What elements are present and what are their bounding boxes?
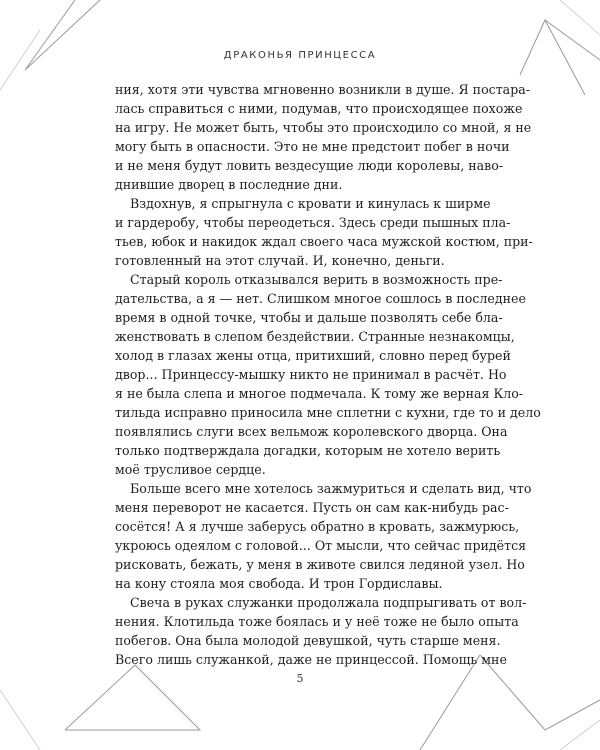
text-line: днившие дворец в последние дни. bbox=[115, 177, 343, 192]
text-line: холод в глазах жены отца, притихший, словно перед бурей bbox=[115, 348, 511, 363]
text-line: время в одной точке, чтобы и дальше позволять себе бла- bbox=[115, 310, 503, 325]
text-line: Больше всего мне хотелось зажмуриться и сделать вид, что bbox=[130, 481, 532, 496]
text-line: дательства, а я — нет. Слишком многое сошлось в последнее bbox=[115, 291, 526, 306]
text-line: на игру. Не может быть, чтобы это происходило со мной, я не bbox=[115, 120, 532, 135]
text-line: Свеча в руках служанки продолжала подпрыгивать от вол- bbox=[130, 595, 527, 610]
text-line: тьев, юбок и накидок ждал своего часа мужской костюм, при- bbox=[115, 234, 533, 249]
text-line: двор... Принцессу-мышку никто не принимал в расчёт. Но bbox=[115, 367, 507, 382]
text-line: Всего лишь служанкой, даже не принцессой. Помощь мне bbox=[115, 652, 507, 667]
text-line: могу быть в опасности. Это не мне предстоит побег в ночи bbox=[115, 139, 510, 154]
text-line: тильда исправно приносила мне сплетни с кухни, где то и дело bbox=[115, 405, 541, 420]
text-line: моё трусливое сердце. bbox=[115, 462, 266, 477]
text-line: готовленный на этот случай. И, конечно, деньги. bbox=[115, 253, 445, 268]
text-line: укроюсь одеялом с головой... От мысли, что сейчас придётся bbox=[115, 538, 527, 553]
bottom-right-diagonal-line bbox=[420, 655, 480, 750]
running-head: ДРАКОНЬЯ ПРИНЦЕССА bbox=[223, 50, 377, 61]
text-line: я не была слепа и многое подмечала. К тому же верная Кло- bbox=[115, 386, 524, 401]
text-line: меня переворот не касается. Пусть он сам как-нибудь рас- bbox=[115, 500, 509, 515]
text-line: нения. Клотильда тоже боялась и у неё тоже не было опыта bbox=[115, 614, 519, 629]
text-line: и гардеробу, чтобы переодеться. Здесь среди пышных пла- bbox=[115, 215, 511, 230]
text-line: женствовать в слепом бездействии. Странные незнакомцы, bbox=[115, 329, 515, 344]
text-line: рисковать, бежать, у меня в животе свился ледяной узел. Но bbox=[115, 557, 525, 572]
text-line: лась справиться с ними, подумав, что происходящее похоже bbox=[115, 101, 523, 116]
text-line: появлялись слуги всех вельмож королевского дворца. Она bbox=[115, 424, 508, 439]
text-line: на кону стояла моя свобода. И трон Гордиславы. bbox=[115, 576, 443, 591]
text-line: сосётся! А я лучше заберусь обратно в кровать, зажмурюсь, bbox=[115, 519, 520, 534]
text-line: и не меня будут ловить вездесущие люди королевы, наво- bbox=[115, 158, 504, 173]
text-line: ния, хотя эти чувства мгновенно возникли в душе. Я постара- bbox=[115, 82, 531, 97]
text-line: побегов. Она была молодой девушкой, чуть старше меня. bbox=[115, 633, 501, 648]
body-text bbox=[115, 80, 541, 669]
text-line: только подтверждала догадки, которым не хотело верить bbox=[115, 443, 501, 458]
text-line: Старый король отказывался верить в возможность пре- bbox=[130, 272, 503, 287]
text-line: Вздохнув, я спрыгнула с кровати и кинулась к ширме bbox=[130, 196, 491, 211]
page-number: 5 bbox=[296, 672, 304, 685]
